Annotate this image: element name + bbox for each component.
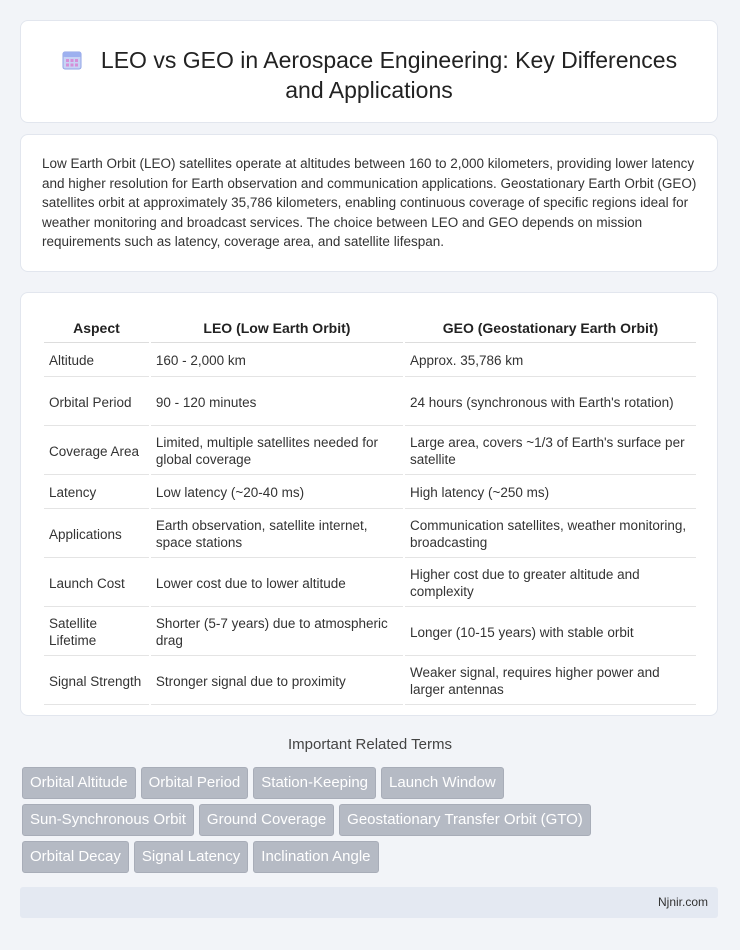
table-cell: Longer (10-15 years) with stable orbit — [405, 609, 696, 656]
table-cell: Coverage Area — [44, 428, 149, 475]
table-cell: Orbital Period — [44, 379, 149, 426]
table-cell: Large area, covers ~1/3 of Earth's surface per satellite — [405, 428, 696, 475]
related-terms-list — [22, 767, 622, 878]
table-cell: Communication satellites, weather monitoring, broadcasting — [405, 511, 696, 558]
term-chip[interactable]: Station-Keeping — [253, 767, 376, 799]
footer-bar — [20, 887, 718, 918]
page-title-wrap — [21, 45, 717, 105]
term-row — [22, 767, 622, 804]
table-row — [44, 428, 696, 475]
table-cell: 24 hours (synchronous with Earth's rotation) — [405, 379, 696, 426]
table-cell: Approx. 35,786 km — [405, 345, 696, 377]
table-cell: Lower cost due to lower altitude — [151, 560, 403, 607]
comparison-table — [42, 312, 698, 707]
table-cell: Shorter (5-7 years) due to atmospheric drag — [151, 609, 403, 656]
calendar-icon — [61, 49, 83, 71]
intro-card — [20, 134, 718, 272]
table-cell: Signal Strength — [44, 658, 149, 705]
table-row — [44, 609, 696, 656]
table-cell: High latency (~250 ms) — [405, 477, 696, 509]
table-cell: Applications — [44, 511, 149, 558]
term-chip[interactable]: Inclination Angle — [253, 841, 378, 873]
intro-paragraph: Low Earth Orbit (LEO) satellites operate at altitudes between 160 to 2,000 kilometers, providing lower latency and higher resolution for Earth observation and communication applications. Geostationary Earth Orbit (GEO) satellites orbit at approximately 35,786 kilometers, enabling continuous coverage of specific regions ideal for weather monitoring and broadcast services. The choice between LEO and GEO depends on mission requirements such as latency, coverage area, and satellite lifespan. — [42, 156, 697, 249]
table-cell: Launch Cost — [44, 560, 149, 607]
table-cell: Low latency (~20-40 ms) — [151, 477, 403, 509]
table-row — [44, 560, 696, 607]
table-cell: 90 - 120 minutes — [151, 379, 403, 426]
column-header: GEO (Geostationary Earth Orbit) — [405, 314, 696, 343]
table-cell: Higher cost due to greater altitude and complexity — [405, 560, 696, 607]
table-cell: Earth observation, satellite internet, space stations — [151, 511, 403, 558]
footer-site-name[interactable]: Njnir.com — [657, 895, 708, 909]
table-cell: 160 - 2,000 km — [151, 345, 403, 377]
table-cell: Stronger signal due to proximity — [151, 658, 403, 705]
term-row — [22, 841, 622, 878]
table-header-row — [44, 314, 696, 343]
term-chip[interactable]: Orbital Decay — [22, 841, 129, 873]
related-terms-heading: Important Related Terms — [288, 736, 452, 753]
term-chip[interactable]: Signal Latency — [134, 841, 248, 873]
table-cell: Limited, multiple satellites needed for global coverage — [151, 428, 403, 475]
term-chip[interactable]: Sun-Synchronous Orbit — [22, 804, 194, 836]
table-row — [44, 658, 696, 705]
page-title: LEO vs GEO in Aerospace Engineering: Key Differences and Applications — [100, 47, 678, 103]
column-header: LEO (Low Earth Orbit) — [151, 314, 403, 343]
title-card — [20, 20, 718, 123]
column-header: Aspect — [44, 314, 149, 343]
table-cell: Altitude — [44, 345, 149, 377]
table-row — [44, 477, 696, 509]
term-chip[interactable]: Orbital Period — [141, 767, 249, 799]
table-cell: Latency — [44, 477, 149, 509]
table-row — [44, 379, 696, 426]
table-cell: Weaker signal, requires higher power and larger antennas — [405, 658, 696, 705]
term-chip[interactable]: Launch Window — [381, 767, 504, 799]
term-chip[interactable]: Orbital Altitude — [22, 767, 136, 799]
table-row — [44, 511, 696, 558]
term-row — [22, 804, 622, 841]
comparison-card — [20, 292, 718, 716]
term-chip[interactable]: Geostationary Transfer Orbit (GTO) — [339, 804, 591, 836]
term-chip[interactable]: Ground Coverage — [199, 804, 334, 836]
table-row — [44, 345, 696, 377]
table-cell: Satellite Lifetime — [44, 609, 149, 656]
